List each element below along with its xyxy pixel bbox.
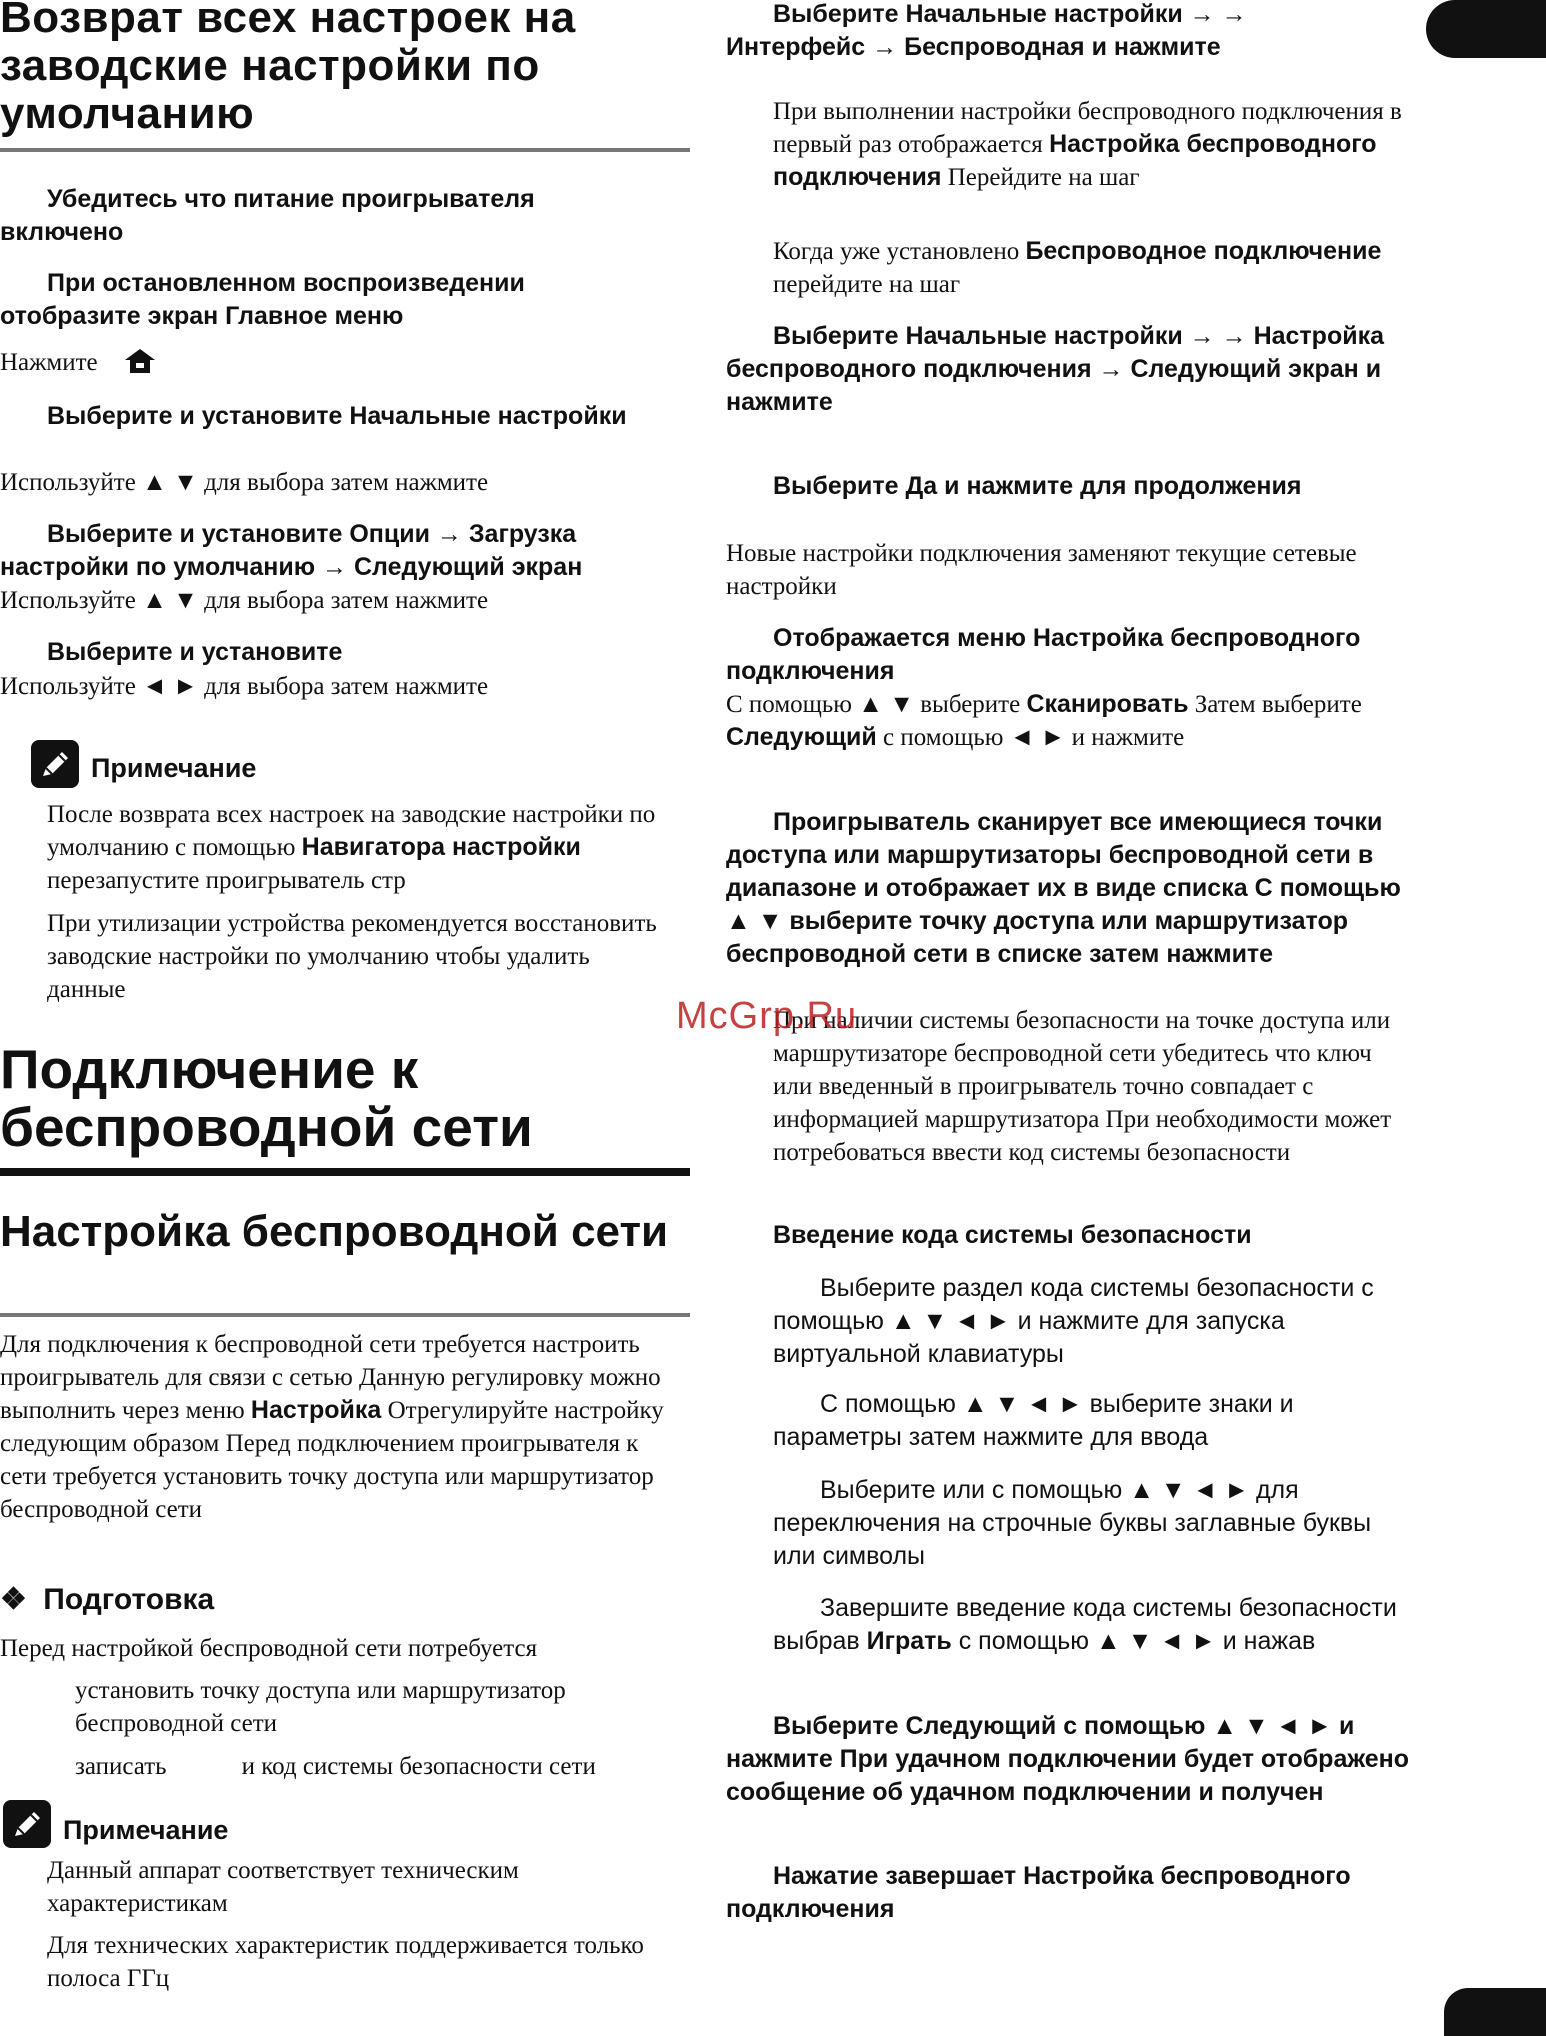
wireless-para-2: Когда уже установлено Беспроводное подключение перейдите на шаг: [773, 237, 1382, 298]
wireless-para-3: Новые настройки подключения заменяют текущие сетевые настройки: [726, 540, 1357, 600]
reset-step-1: Убедитесь что питание проигрывателя включено: [0, 185, 535, 246]
wireless-step-6: Выберите Следующий с помощью ▲ ▼ ◄ ► и нажмите При удачном подключении будет отображено сообщение об удачном подключении и получен: [726, 1712, 1410, 1806]
note-2-paragraph-2: Для технических характеристик поддерживается только полоса ГГц: [47, 1932, 644, 1992]
wireless-step-4: Отображается меню Настройка беспроводного подключения: [726, 624, 1361, 685]
prep-intro: Перед настройкой беспроводной сети потребуется: [0, 1635, 538, 1662]
heading-setup-rule: [0, 1313, 690, 1317]
reset-step-3: Выберите и установите Начальные настройки: [47, 402, 627, 430]
home-icon: [124, 348, 156, 383]
note-1-paragraph-2: При утилизации устройства рекомендуется восстановить заводские настройки по умолчанию чтобы удалить данные: [47, 910, 657, 1003]
heading-factory-reset: Возврат всех настроек на заводские настройки по умолчанию: [0, 0, 576, 138]
setup-paragraph: Для подключения к беспроводной сети требуется настроить проигрыватель для связи с сетью Данную регулировку можно выполнить через меню Настройка Отрегулируйте настройку следующим образом Перед подключением проигрывателя к сети требуется установить точку доступа или маршрутизатор беспроводной сети: [0, 1331, 664, 1523]
use-arrows-3: Используйте ◄ ► для выбора затем нажмите: [0, 673, 489, 700]
use-arrows-2: Используйте ▲ ▼ для выбора затем нажмите: [0, 587, 489, 614]
security-substep-2: С помощью ▲ ▼ ◄ ► выберите знаки и параметры затем нажмите для ввода: [773, 1390, 1294, 1451]
security-code-heading: Введение кода системы безопасности: [773, 1221, 1252, 1249]
wireless-step-1: Выберите Начальные настройки → → Интерфейс → Беспроводная и нажмите: [726, 0, 1247, 61]
wireless-step-7: Нажатие завершает Настройка беспроводного подключения: [726, 1862, 1351, 1923]
prep-item-2: записать и код системы безопасности сети: [75, 1753, 596, 1780]
press-text: Нажмите: [0, 346, 156, 383]
security-substep-1: Выберите раздел кода системы безопасности с помощью ▲ ▼ ◄ ► и нажмите для запуска виртуальной клавиатуры: [773, 1274, 1374, 1368]
security-substep-3: Выберите или с помощью ▲ ▼ ◄ ► для переключения на строчные буквы заглавные буквы или символы: [773, 1476, 1372, 1570]
wireless-para-1: При выполнении настройки беспроводного подключения в первый раз отображается Настройка беспроводного подключения Перейдите на шаг: [773, 98, 1402, 191]
wireless-step-3: Выберите Да и нажмите для продолжения: [773, 472, 1302, 500]
note-1-paragraph-1: После возврата всех настроек на заводские настройки по умолчанию с помощью Навигатора настройки перезапустите проигрыватель стр: [47, 801, 656, 894]
section-tab-top: [1426, 0, 1546, 58]
note-1-title: Примечание: [91, 753, 257, 783]
reset-step-4: Выберите и установите Опции → Загрузка настройки по умолчанию → Следующий экран: [0, 520, 583, 581]
prep-item-1: установить точку доступа или маршрутизатор беспроводной сети: [75, 1677, 566, 1737]
wireless-para-4: С помощью ▲ ▼ выберите Сканировать Затем выберите Следующий с помощью ◄ ► и нажмите: [726, 690, 1362, 751]
heading-wireless-connection: Подключение к беспроводной сети: [0, 1038, 533, 1158]
wireless-step-5: Проигрыватель сканирует все имеющиеся точки доступа или маршрутизаторы беспроводной сети в диапазоне и отображает их в виде списка С помощью ▲ ▼ выберите точку доступа или маршрутизатор беспроводной сети в списке затем нажмите: [726, 808, 1401, 968]
note-pencil-icon: [3, 1800, 51, 1848]
use-arrows-1: Используйте ▲ ▼ для выбора затем нажмите: [0, 469, 489, 496]
note-pencil-icon: [31, 740, 79, 788]
diamond-bullet-icon: ❖: [0, 1583, 27, 1616]
heading-wireless-rule: [0, 1168, 690, 1176]
heading-rule: [0, 148, 690, 152]
prep-heading: ❖ Подготовка: [0, 1583, 215, 1616]
note-2-title: Примечание: [63, 1815, 229, 1845]
security-substep-4: Завершите введение кода системы безопасности выбрав Играть с помощью ▲ ▼ ◄ ► и нажав: [773, 1594, 1397, 1655]
page-number-tab: [1444, 1988, 1546, 2036]
wireless-para-5: При наличии системы безопасности на точке доступа или маршрутизаторе беспроводной сети убедитесь что ключ или введенный в проигрыватель точно совпадает с информацией маршрутизатора При необходимости может потребоваться ввести код системы безопасности: [773, 1007, 1392, 1166]
reset-step-2: При остановленном воспроизведении отобразите экран Главное меню: [0, 269, 525, 330]
wireless-step-2: Выберите Начальные настройки → → Настройка беспроводного подключения → Следующий экран и нажмите: [726, 322, 1384, 416]
reset-step-5: Выберите и установите: [47, 638, 343, 666]
watermark: McGrp.Ru: [676, 995, 858, 1037]
heading-wireless-setup: Настройка беспроводной сети: [0, 1207, 669, 1256]
note-2-paragraph-1: Данный аппарат соответствует техническим характеристикам: [47, 1857, 519, 1917]
